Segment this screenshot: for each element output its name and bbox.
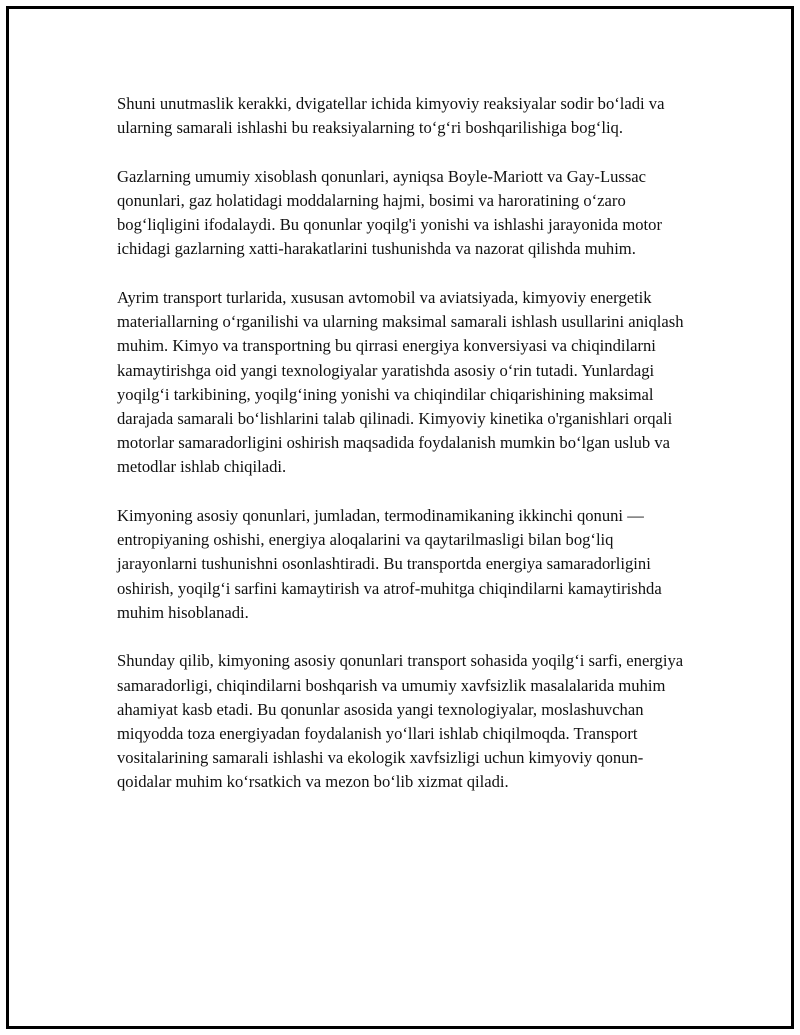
document-body (117, 92, 689, 819)
paragraph-3: Ayrim transport turlarida, xususan avtomobil va aviatsiyada, kimyoviy energetik materiallarning o‘rganilishi va ularning maksimal samarali ishlash usullarini aniqlash muhim. Kimyo va transportning bu qirrasi energiya konversiyasi va chiqindilarni kamaytirishga oid yangi texnologiyalar yaratishda asosiy o‘rin tutadi. Yunlardagi yoqilg‘i tarkibining, yoqilg‘ining yonishi va chiqindilar chiqarishining maksimal darajada samarali bo‘lishlarini talab qilinadi. Kimyoviy kinetika o'rganishlari orqali motorlar samaradorligini oshirish maqsadida foydalanish mumkin bo‘lgan uslub va metodlar ishlab chiqiladi. (117, 288, 684, 477)
paragraph-1: Shuni unutmaslik kerakki, dvigatellar ichida kimyoviy reaksiyalar sodir bo‘ladi va ularning samarali ishlashi bu reaksiyalarning to‘g‘ri boshqarilishiga bog‘liq. (117, 94, 665, 138)
paragraph-4: Kimyoning asosiy qonunlari, jumladan, termodinamikaning ikkinchi qonuni — entropiyaning oshishi, energiya aloqalarini va qaytarilmasligi bilan bog‘liq jarayonlarni tushunishni osonlashtiradi. Bu transportda energiya samaradorligini oshirish, yoqilg‘i sarfini kamaytirish va atrof-muhitga chiqindilarni kamaytirishda muhim hisoblanadi. (117, 506, 662, 622)
paragraph-5: Shunday qilib, kimyoning asosiy qonunlari transport sohasida yoqilg‘i sarfi, energiya samaradorligi, chiqindilarni boshqarish va umumiy xavfsizlik masalalarida muhim ahamiyat kasb etadi. Bu qonunlar asosida yangi texnologiyalar, moslashuvchan miqyodda toza energiyadan foydalanish yo‘llari ishlab chiqilmoqda. Transport vositalarining samarali ishlashi va ekologik xavfsizligi uchun kimyoviy qonun-qoidalar muhim ko‘rsatkich va mezon bo‘lib xizmat qiladi. (117, 651, 684, 792)
paragraph-2: Gazlarning umumiy xisoblash qonunlari, ayniqsa Boyle-Mariott va Gay-Lussac qonunlari, gaz holatidagi moddalarning hajmi, bosimi va haroratining o‘zaro bog‘liqligini ifodalaydi. Bu qonunlar yoqilg'i yonishi va ishlashi jarayonida motor ichidagi gazlarning xatti-harakatlarini tushunishda va nazorat qilishda muhim. (117, 166, 662, 259)
